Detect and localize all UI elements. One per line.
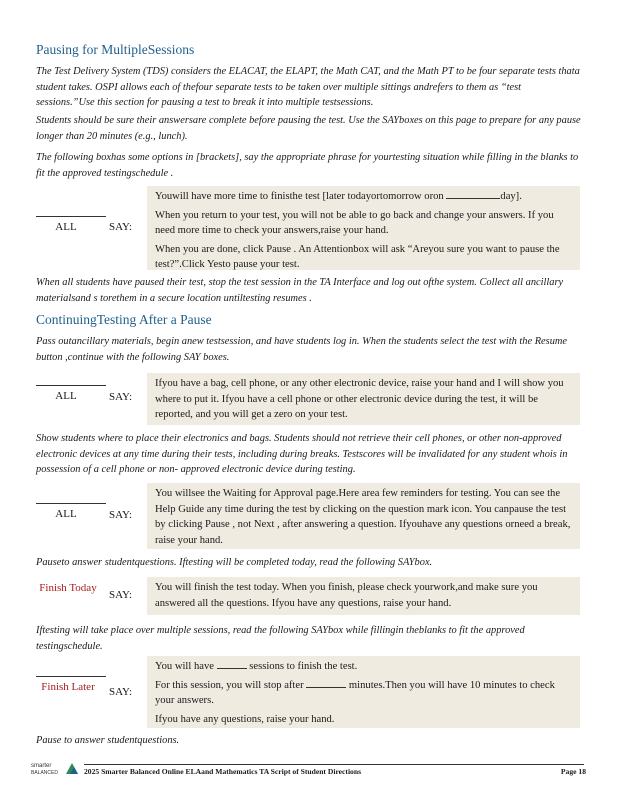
- paragraph-answers: Students should be sure their answersare complete before pausing the test. Use the SAYboxes on this page to prepare for any pause longer than 20 minutes (e.g., lunch).: [36, 115, 581, 142]
- say-box-content: Ifyou have a bag, cell phone, or any other electronic device, raise your hand and I will show you where to put it. Ifyou have a cell phone or other electronic device during the test, it will be reported, and you will get a zero on your test.: [147, 373, 580, 425]
- paragraph-electronics: Show students where to place their electronics and bags. Students should not retrieve their cell phones, or other non-approved electronic devices at any time during their tests, including during breaks. Testscores will be invalidated for any student whois in possession of a cell phone or non- approved electronic device during testing.: [36, 433, 568, 475]
- say-box-label: ALL: [36, 503, 96, 520]
- say-label: SAY:: [109, 589, 133, 601]
- say-label: SAY:: [109, 686, 133, 698]
- footer-title: 2025 Smarter Balanced Online ELAand Mathematics TA Script of Student Directions: [84, 767, 362, 776]
- say-box-content: You will finish the test today. When you finish, please check yourwork,and make sure you answered all the questions. Ifyou have any questions, raise your hand.: [147, 577, 580, 615]
- say-box-label: Finish Today: [39, 582, 97, 594]
- paragraph-final: Pause to answer studentquestions.: [36, 735, 180, 746]
- say-box-electronics: [36, 373, 582, 425]
- say-box-label: ALL: [36, 385, 96, 402]
- say-box-waiting: [36, 483, 582, 549]
- svg-text:BALANCED: BALANCED: [31, 770, 58, 776]
- page-number: Page 18: [560, 767, 586, 776]
- smarter-balanced-logo: [30, 760, 80, 776]
- say-box-finish-today: [36, 577, 582, 615]
- paragraph-options: The following boxhas some options in [brackets], say the appropriate phrase for yourtesting situation while filling in the blanks to fit the approved testingschedule .: [36, 152, 579, 179]
- say-box-label: ALL: [36, 216, 96, 233]
- say-box-finish-later: [36, 656, 582, 728]
- paragraph-multiple-sessions: Iftesting will take place over multiple sessions, read the following SAYbox while fillingin theblanks to fit the approved testingschedule.: [36, 625, 525, 652]
- page-footer: [30, 760, 586, 782]
- paragraph-pause-questions: Pauseto answer studentquestions. Iftesting will be completed today, read the following SAYbox.: [36, 557, 433, 568]
- say-box-content: You willsee the Waiting for Approval page.Here area few reminders for testing. You can see the Help Guide any time during the test by clicking on the question mark icon. You canpause the test by clicking Pause , not Next , after answering a question. Ifyouhave any questions orneed a break, raise your hand.: [147, 483, 580, 549]
- say-box-content: You will have sessions to finish the test. For this session, you will stop after minutes.Then you will have 10 minutes to check your answers. Ifyou have any questions, raise your hand.: [147, 656, 580, 728]
- svg-text:smarter: smarter: [31, 763, 52, 769]
- paragraph-intro: The Test Delivery System (TDS) considers the ELACAT, the ELAPT, the Math CAT, and the Math PT to be four separate tests thata student takes. OSPI allows each of thefour separate tests to be taken over multiple sittings andrefers to them as “test sessions.”Use this section for pausing a test to break it into multiple testsessions.: [36, 66, 580, 108]
- say-label: SAY:: [109, 221, 133, 233]
- say-label: SAY:: [109, 509, 133, 521]
- say-box-pause: [36, 186, 582, 270]
- paragraph-after-pause: When all students have paused their test, stop the test session in the TA Interface and log out ofthe system. Collect all ancillary materialsand s torethem in a secure location untiltesting resumes .: [36, 277, 564, 304]
- say-box-content: Youwill have more time to finisthe test [later todayortomorrow oron day]. When you return to your test, you will not be able to go back and change your answers. If you need more time to check your answers,raise your hand. When you are done, click Pause . An Attentionbox will ask “Areyou sure you want to pause the test?”.Click Yesto pause your test.: [147, 186, 580, 270]
- paragraph-continue: Pass outancillary materials, begin anew testsession, and have students log in. When the students select the test with the Resume button ,continue with the following SAY boxes.: [36, 336, 568, 363]
- section-heading-continuing: ContinuingTesting After a Pause: [36, 312, 212, 327]
- section-heading-pausing: Pausing for MultipleSessions: [36, 42, 195, 57]
- say-label: SAY:: [109, 391, 133, 403]
- say-box-label: Finish Later: [36, 676, 100, 693]
